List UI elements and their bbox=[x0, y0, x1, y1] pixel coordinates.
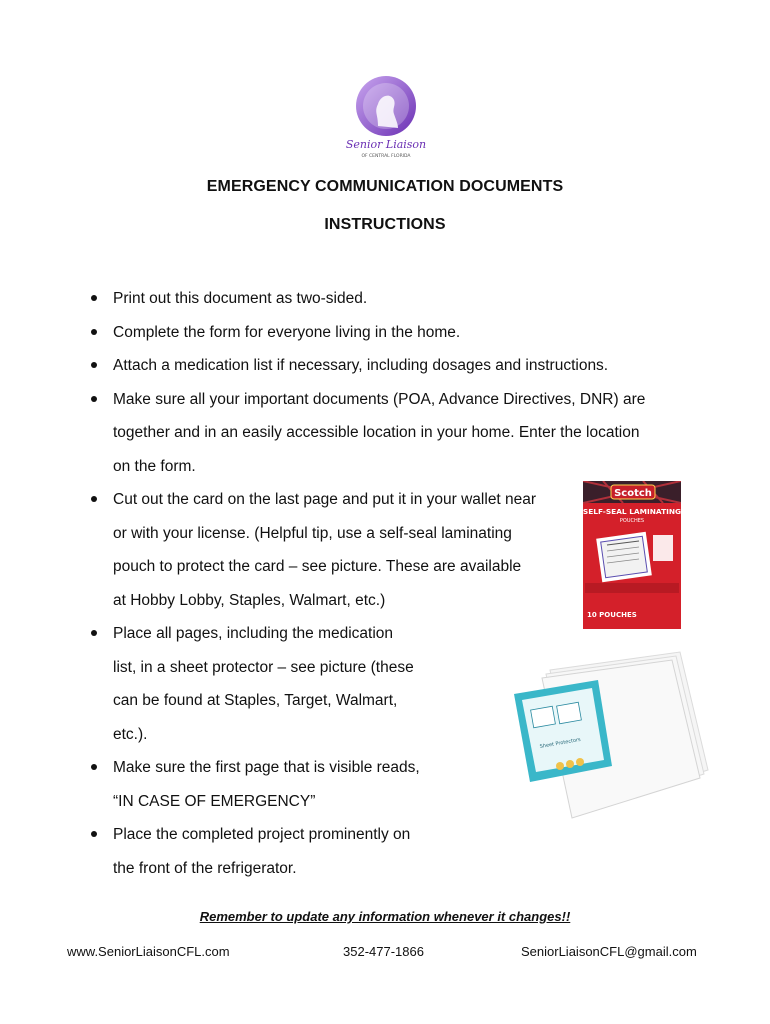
list-item-line: together and in an easily accessible location in your home. Enter the location bbox=[113, 424, 640, 441]
list-item bbox=[0, 316, 703, 350]
document-title: EMERGENCY COMMUNICATION DOCUMENTS bbox=[206, 178, 564, 195]
list-item-line: Attach a medication list if necessary, including dosages and instructions. bbox=[113, 357, 609, 374]
list-item-line: on the form. bbox=[113, 457, 196, 475]
logo-name-text: Senior Liaison bbox=[345, 138, 427, 151]
footer-email: SeniorLiaisonCFL@gmail.com bbox=[521, 944, 697, 959]
list-item-line: can be found at Staples, Target, Walmart, bbox=[113, 692, 398, 709]
list-item bbox=[0, 282, 703, 316]
bullet-icon bbox=[91, 295, 97, 301]
document-subtitle: INSTRUCTIONS bbox=[324, 216, 446, 233]
list-item-line: etc.). bbox=[113, 725, 148, 743]
list-item-line: Print out this document as two-sided. bbox=[113, 290, 368, 307]
bullet-icon bbox=[91, 396, 97, 402]
sheet-protector-image bbox=[510, 650, 710, 820]
laminating-pouch-image bbox=[583, 481, 681, 629]
list-item-line: Place all pages, including the medication bbox=[113, 625, 394, 642]
list-item-line: “IN CASE OF EMERGENCY” bbox=[113, 792, 316, 810]
bullet-icon bbox=[91, 630, 97, 636]
footer-website: www.SeniorLiaisonCFL.com bbox=[67, 944, 230, 959]
bullet-icon bbox=[91, 764, 97, 770]
list-item-line: at Hobby Lobby, Staples, Walmart, etc.) bbox=[113, 591, 386, 609]
list-item-line: list, in a sheet protector – see picture (these bbox=[113, 658, 414, 676]
list-item-line: Place the completed project prominently on bbox=[113, 826, 411, 843]
list-item bbox=[0, 818, 703, 885]
list-item-line: Make sure the first page that is visible reads, bbox=[113, 759, 420, 776]
list-item bbox=[0, 383, 703, 484]
list-item-line: Make sure all your important documents (POA, Advance Directives, DNR) are bbox=[113, 390, 646, 408]
bullet-icon bbox=[91, 329, 97, 335]
list-item-line: Complete the form for everyone living in the home. bbox=[113, 323, 461, 341]
pouch-brand-text: Scotch bbox=[614, 488, 652, 499]
pouch-product-text: SELF-SEAL LAMINATING bbox=[583, 507, 681, 516]
pouch-sub-text: POUCHES bbox=[619, 518, 645, 524]
bullet-icon bbox=[91, 496, 97, 502]
footer-phone: 352-477-1866 bbox=[343, 944, 424, 959]
list-item-line: pouch to protect the card – see picture. These are available bbox=[113, 558, 522, 575]
reminder-note: Remember to update any information whenever it changes!! bbox=[199, 909, 571, 924]
senior-liaison-logo bbox=[338, 74, 434, 160]
logo-tagline-text: OF CENTRAL FLORIDA bbox=[361, 154, 411, 159]
pouch-count-text: 10 POUCHES bbox=[587, 611, 637, 619]
list-item-line: Cut out the card on the last page and put it in your wallet near bbox=[113, 491, 537, 508]
list-item bbox=[0, 349, 703, 383]
protector-label-text: Sheet Protectors bbox=[539, 736, 582, 750]
list-item-line: the front of the refrigerator. bbox=[113, 859, 297, 877]
bullet-icon bbox=[91, 362, 97, 368]
list-item-line: or with your license. (Helpful tip, use a self-seal laminating bbox=[113, 524, 512, 542]
bullet-icon bbox=[91, 831, 97, 837]
